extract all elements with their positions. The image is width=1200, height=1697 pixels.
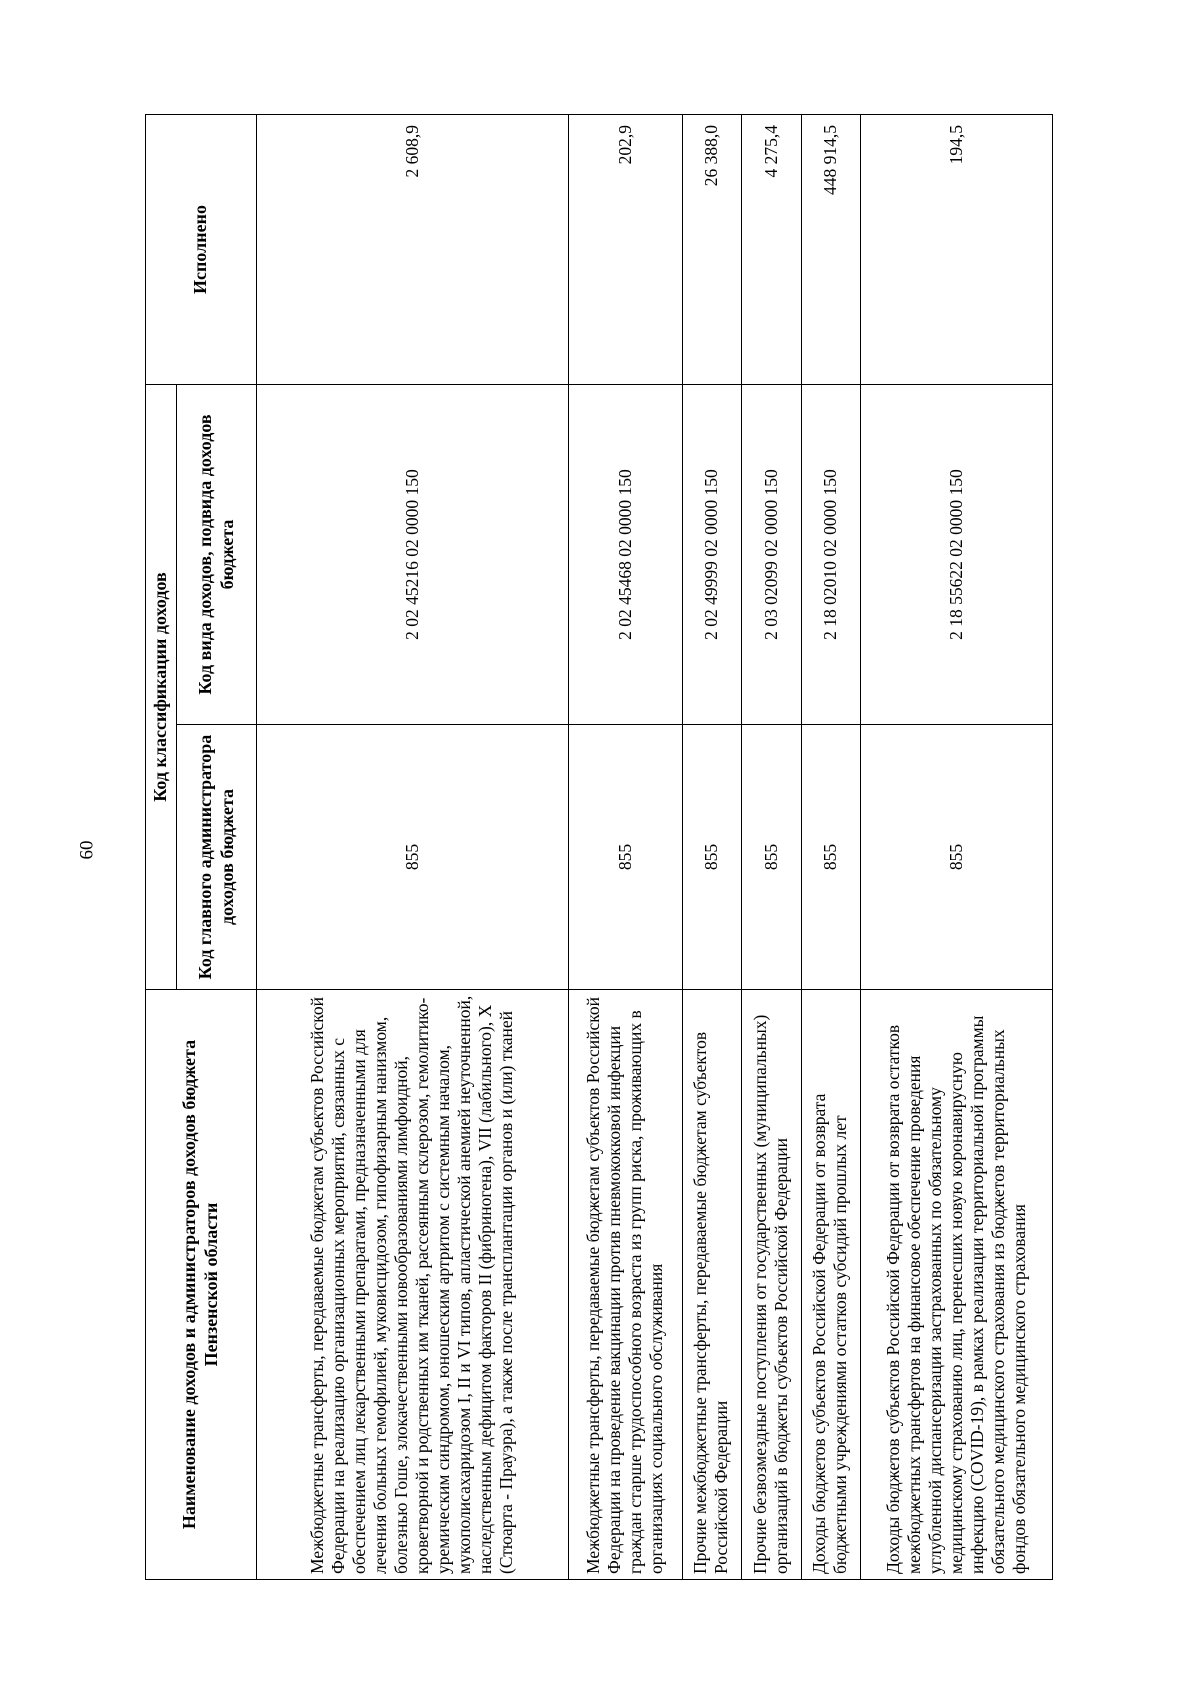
row-executed: 2 608,9 [257, 115, 569, 385]
row-admin-code: 855 [682, 725, 742, 990]
header-classification: Код классификации доходов [146, 385, 177, 990]
row-type-code: 2 02 45468 02 0000 150 [569, 385, 683, 725]
table-row [682, 115, 742, 1580]
header-type-code: Код вида доходов, подвида доходов бюджета [177, 385, 257, 725]
row-name: Доходы бюджетов субъектов Российской Федерации от возврата остатков межбюджетных трансфертов на финансовое обеспечение проведения углубленной диспансеризации застрахованных по обязательному медицинскому страхованию лиц, перенесших новую коронавирусную инфекцию (COVID-19), в рамках реализации территориальной программы обязательного медицинского страхования из бюджетов территориальных фондов обязательного медицинского страхования [861, 990, 1053, 1580]
row-name: Прочие межбюджетные трансферты, передаваемые бюджетам субъектов Российской Федерации [682, 990, 742, 1580]
header-executed: Исполнено [146, 115, 257, 385]
table-row [569, 115, 683, 1580]
row-executed: 26 388,0 [682, 115, 742, 385]
row-admin-code: 855 [801, 725, 861, 990]
row-type-code: 2 03 02099 02 0000 150 [742, 385, 802, 725]
row-executed: 448 914,5 [801, 115, 861, 385]
row-name: Доходы бюджетов субъектов Российской Федерации от возврата бюджетными учреждениями остатков субсидий прошлых лет [801, 990, 861, 1580]
header-name: Наименование доходов и администраторов доходов бюджета Пензенской области [146, 990, 257, 1580]
revenue-table [145, 114, 1053, 1580]
row-admin-code: 855 [569, 725, 683, 990]
row-admin-code: 855 [742, 725, 802, 990]
header-row-1 [146, 115, 177, 1580]
row-name: Прочие безвозмездные поступления от государственных (муниципальных) организаций в бюджеты субъектов Российской Федерации [742, 990, 802, 1580]
table-row [257, 115, 569, 1580]
table-row [861, 115, 1053, 1580]
rotated-table-container [145, 115, 1053, 1580]
row-type-code: 2 18 55622 02 0000 150 [861, 385, 1053, 725]
row-name: Межбюджетные трансферты, передаваемые бюджетам субъектов Российской Федерации на проведение вакцинации против пневмококковой инфекции граждан старше трудоспособного возраста из групп риска, проживающих в организациях социального обслуживания [569, 990, 683, 1580]
table-row [742, 115, 802, 1580]
row-executed: 4 275,4 [742, 115, 802, 385]
row-admin-code: 855 [257, 725, 569, 990]
row-admin-code: 855 [861, 725, 1053, 990]
row-type-code: 2 18 02010 02 0000 150 [801, 385, 861, 725]
row-executed: 194,5 [861, 115, 1053, 385]
header-admin-code: Код главного администратора доходов бюджета [177, 725, 257, 990]
page-number-text: 60 [76, 840, 97, 860]
row-executed: 202,9 [569, 115, 683, 385]
row-name: Межбюджетные трансферты, передаваемые бюджетам субъектов Российской Федерации на реализацию организационных мероприятий, связанных с обеспечением лиц лекарственными препаратами, предназначенными для лечения больных гемофилией, муковисцидозом, гипофизарным нанизмом, болезнью Гоше, злокачественными новообразованиями лимфоидной, кроветворной и родственных им тканей, рассеянным склерозом, гемолитико-уремическим синдромом, юношеским артритом с системным началом, мукополисахаридозом I, II и VI типов, апластической анемией неуточненной, наследственным дефицитом факторов II (фибриногена), VII (лабильного), X (Стюарта - Прауэра), а также после трансплантации органов и (или) тканей [257, 990, 569, 1580]
page-number [72, 820, 102, 880]
row-type-code: 2 02 49999 02 0000 150 [682, 385, 742, 725]
row-type-code: 2 02 45216 02 0000 150 [257, 385, 569, 725]
table-row [801, 115, 861, 1580]
